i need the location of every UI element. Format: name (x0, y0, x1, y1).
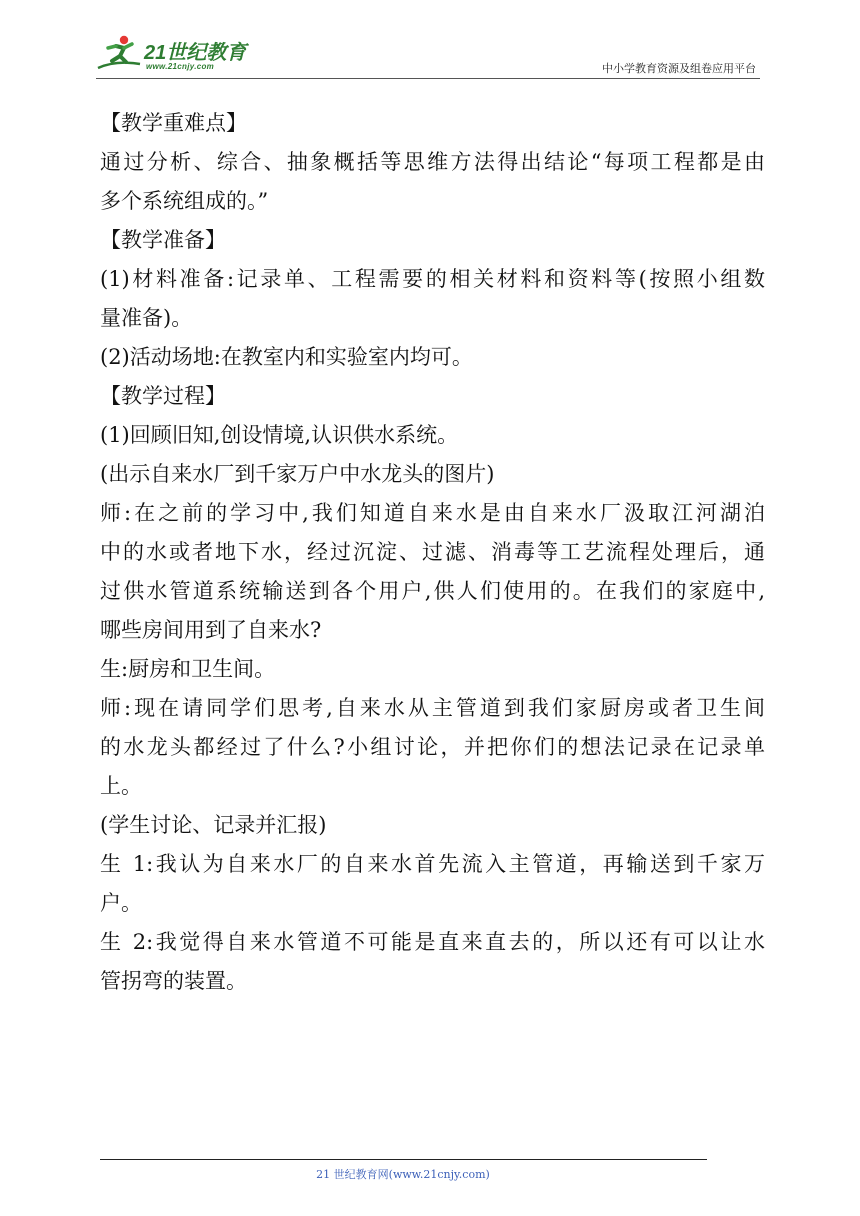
running-person-icon (96, 34, 142, 74)
text-line: 上。 (100, 774, 142, 798)
text-line: 生 1:我认为自来水厂的自来水首先流入主管道，再输送到千家万 (100, 852, 765, 876)
footer-divider (100, 1159, 707, 1160)
text-line: (1)材料准备:记录单、工程需要的相关材料和资料等(按照小组数 (100, 267, 765, 291)
text-line: 过供水管道系统输送到各个用户,供人们使用的。在我们的家庭中, (100, 579, 765, 603)
text-line: (学生讨论、记录并汇报) (100, 813, 327, 837)
text-line: 户。 (100, 891, 142, 915)
text-line: 生 2:我觉得自来水管道不可能是直来直去的，所以还有可以让水 (100, 930, 765, 954)
text-line: (2)活动场地:在教室内和实验室内均可。 (100, 345, 473, 369)
page-header (96, 30, 760, 82)
header-divider (96, 78, 760, 79)
document-body (100, 104, 765, 1001)
text-line: 师:在之前的学习中,我们知道自来水是由自来水厂汲取江河湖泊 (100, 501, 765, 525)
text-line: 量准备)。 (100, 306, 193, 330)
site-logo[interactable] (96, 34, 271, 74)
logo-title: 21世纪教育 (144, 42, 247, 64)
section-heading: 【教学准备】 (100, 228, 226, 252)
text-line: (出示自来水厂到千家万户中水龙头的图片) (100, 462, 495, 486)
text-line: 多个系统组成的。” (100, 189, 269, 213)
text-line: 师:现在请同学们思考,自来水从主管道到我们家厨房或者卫生间 (100, 696, 765, 720)
text-line: 通过分析、综合、抽象概括等思维方法得出结论“每项工程都是由 (100, 150, 765, 174)
text-line: 生:厨房和卫生间。 (100, 657, 276, 681)
section-heading: 【教学重难点】 (100, 111, 247, 135)
text-line: 的水龙头都经过了什么?小组讨论，并把你们的想法记录在记录单 (100, 735, 765, 759)
section-heading: 【教学过程】 (100, 384, 226, 408)
text-line: 管拐弯的装置。 (100, 969, 247, 993)
text-line: (1)回顾旧知,创设情境,认识供水系统。 (100, 423, 459, 447)
text-line: 哪些房间用到了自来水? (100, 618, 322, 642)
logo-url: www.21cnjy.com (146, 62, 215, 71)
text-line: 中的水或者地下水，经过沉淀、过滤、消毒等工艺流程处理后，通 (100, 540, 765, 564)
header-tagline: 中小学教育资源及组卷应用平台 (602, 62, 756, 75)
footer-link[interactable]: 21 世纪教育网(www.21cnjy.com) (316, 1168, 490, 1181)
